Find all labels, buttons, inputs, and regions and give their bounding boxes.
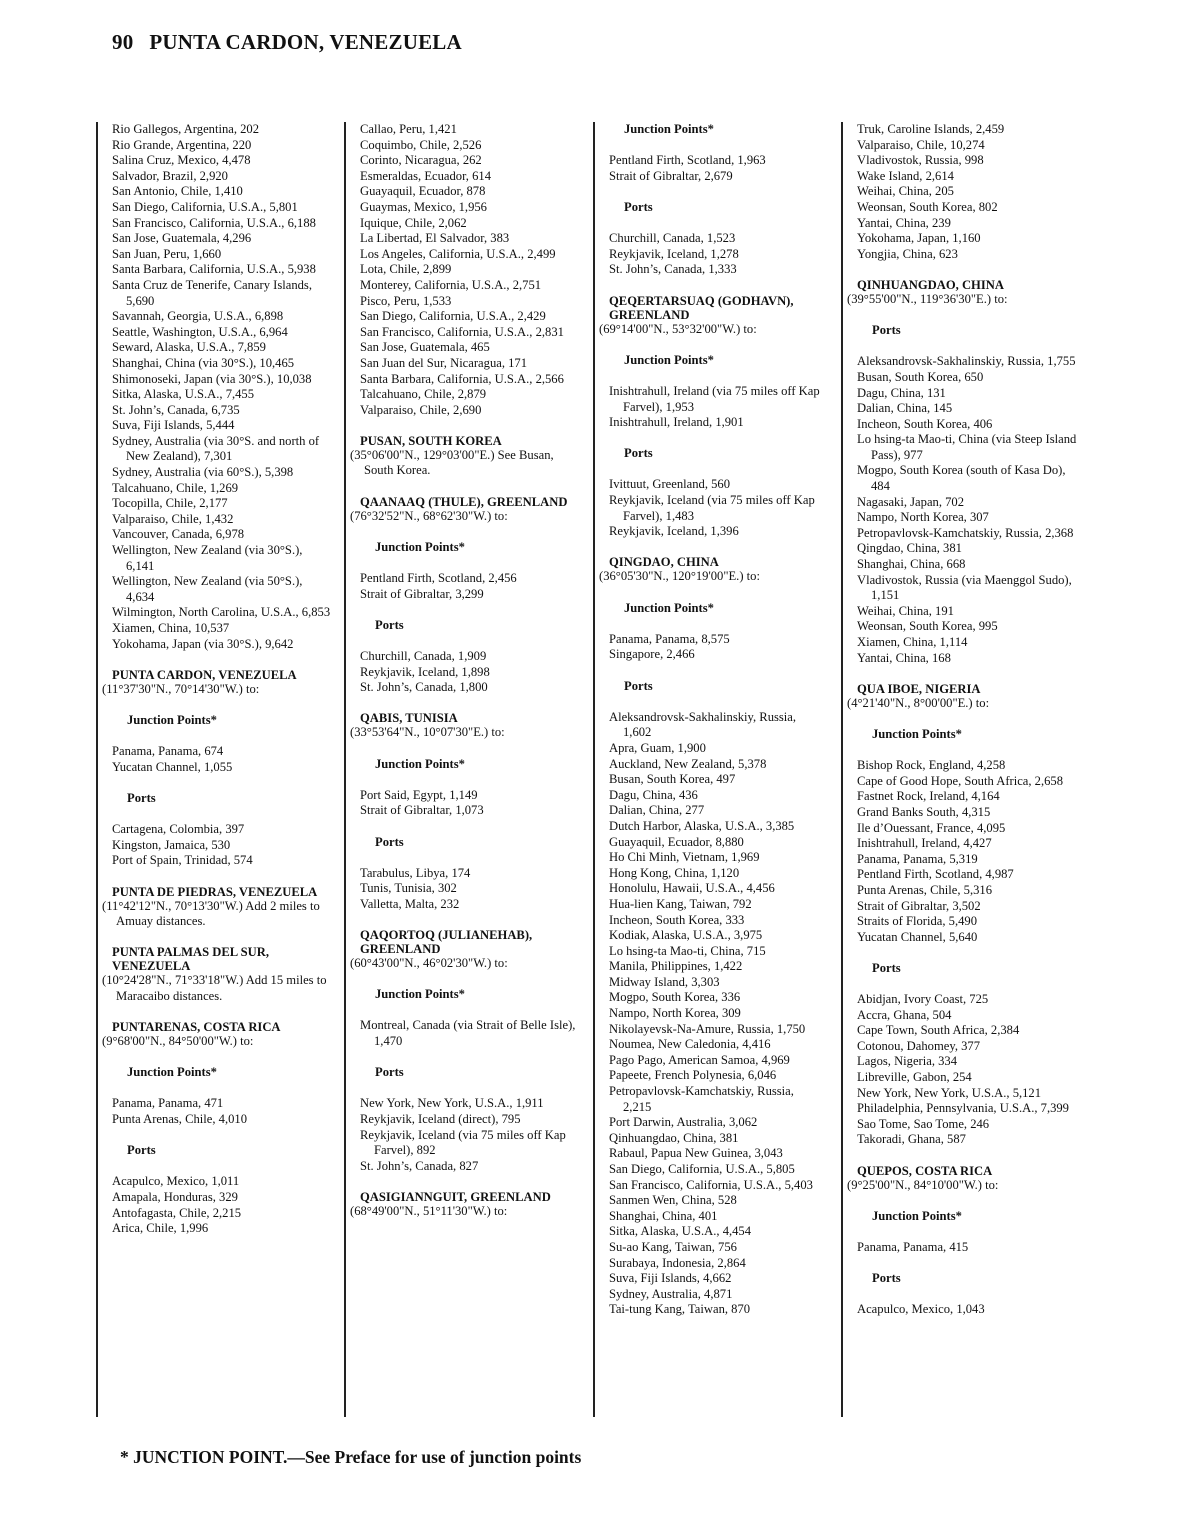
entry: Reykjavik, Iceland, 1,278 (609, 246, 739, 261)
spacer (360, 418, 582, 434)
entry: Honolulu, Hawaii, U.S.A., 4,456 (609, 881, 775, 896)
subheading: Ports (375, 834, 404, 849)
entry: San Francisco, California, U.S.A., 5,403 (609, 1177, 813, 1192)
spacer (609, 431, 825, 447)
section-heading: QAQORTOQ (JULIANEHAB), GREENLAND (360, 928, 533, 957)
entry: Seattle, Washington, U.S.A., 6,964 (112, 324, 288, 339)
entry: Inishtrahull, Ireland (via 75 miles off Kap Farvel), 1,953 (609, 383, 820, 414)
entry: Los Angeles, California, U.S.A., 2,499 (360, 246, 556, 261)
entry: Libreville, Gabon, 254 (857, 1070, 972, 1085)
entry: Inishtrahull, Ireland, 1,901 (609, 415, 744, 430)
spacer (857, 1193, 1081, 1209)
entry: Arica, Chile, 1,996 (112, 1221, 209, 1236)
entry: Port of Spain, Trinidad, 574 (112, 853, 253, 868)
entry: Cape of Good Hope, South Africa, 2,658 (857, 773, 1064, 788)
entry: Vancouver, Canada, 6,978 (112, 527, 245, 542)
entry: Esmeraldas, Ecuador, 614 (360, 168, 491, 183)
spacer (857, 711, 1081, 727)
spacer (857, 1148, 1081, 1164)
entry: Vladivostok, Russia, 998 (857, 153, 984, 168)
entry: Dalian, China, 145 (857, 401, 953, 416)
entry: San Juan, Peru, 1,660 (112, 246, 222, 261)
entry: Cartagena, Colombia, 397 (112, 822, 245, 837)
entry: Sitka, Alaska, U.S.A., 7,455 (112, 387, 255, 402)
coordinates: (35°06'00"N., 129°03'00"E.) See Busan, South Korea. (350, 447, 554, 478)
entry: Rio Gallegos, Argentina, 202 (112, 122, 260, 136)
spacer (112, 1081, 332, 1097)
entry: Iquique, Chile, 2,062 (360, 215, 467, 230)
entry: Reykjavik, Iceland, 1,898 (360, 664, 490, 679)
entry: Strait of Gibraltar, 1,073 (360, 803, 484, 818)
entry: Shanghai, China (via 30°S.), 10,465 (112, 355, 295, 370)
spacer (857, 339, 1081, 355)
spacer (857, 262, 1081, 278)
entry: Dagu, China, 131 (857, 385, 946, 400)
coordinates: (36°05'30"N., 120°19'00"E.) to: (599, 569, 760, 584)
subheading: Junction Points* (872, 726, 962, 741)
coordinates: (11°37'30"N., 70°14'30"W.) to: (102, 681, 260, 696)
entry: Su-ao Kang, Taiwan, 756 (609, 1239, 737, 1254)
entry: Yantai, China, 168 (857, 650, 951, 665)
entry: Dalian, China, 277 (609, 803, 705, 818)
entry: Inishtrahull, Ireland, 4,427 (857, 836, 992, 851)
entry: San Diego, California, U.S.A., 2,429 (360, 309, 546, 324)
entry: Strait of Gibraltar, 3,299 (360, 586, 484, 601)
entry: New York, New York, U.S.A., 1,911 (360, 1096, 544, 1111)
coordinates: (4°21'40"N., 8°00'00"E.) to: (847, 695, 990, 710)
entry: Shanghai, China, 401 (609, 1208, 718, 1223)
subheading: Junction Points* (624, 352, 714, 367)
entry: Weonsan, South Korea, 995 (857, 619, 998, 634)
entry: Shanghai, China, 668 (857, 557, 966, 572)
spacer (609, 462, 825, 478)
entry: Nikolayevsk-Na-Amure, Russia, 1,750 (609, 1021, 806, 1036)
entry: Incheon, South Korea, 333 (609, 912, 745, 927)
entry: St. John’s, Canada, 1,333 (609, 262, 737, 277)
entry: Busan, South Korea, 650 (857, 369, 984, 384)
subheading: Junction Points* (624, 600, 714, 615)
entry: Mogpo, South Korea, 336 (609, 990, 741, 1005)
entry: Pisco, Peru, 1,533 (360, 293, 452, 308)
entry: Panama, Panama, 674 (112, 744, 224, 759)
section-heading: QAANAAQ (THULE), GREENLAND (360, 494, 568, 509)
spacer (609, 337, 825, 353)
entry: Rabaul, Papua New Guinea, 3,043 (609, 1146, 783, 1161)
entry: Tunis, Tunisia, 302 (360, 881, 457, 896)
coordinates: (9°25'00"N., 84°10'00"W.) to: (847, 1177, 999, 1192)
entry: Valletta, Malta, 232 (360, 896, 460, 911)
entry: Santa Cruz de Tenerife, Canary Islands, 5,690 (112, 277, 312, 308)
entry: Petropavlovsk-Kamchatskiy, Russia, 2,368 (857, 525, 1074, 540)
entry: San Francisco, California, U.S.A., 6,188 (112, 215, 316, 230)
entry: La Libertad, El Salvador, 383 (360, 231, 510, 246)
entry: Santa Barbara, California, U.S.A., 5,938 (112, 262, 316, 277)
column-1 (96, 122, 332, 1417)
entry: Sanmen Wen, China, 528 (609, 1193, 737, 1208)
spacer (112, 1128, 332, 1144)
coordinates: (39°55'00"N., 119°36'30"E.) to: (847, 291, 1008, 306)
spacer (360, 479, 582, 495)
spacer (112, 807, 332, 823)
spacer (112, 1004, 332, 1020)
entry: Grand Banks South, 4,315 (857, 804, 991, 819)
entry: Nampo, North Korea, 309 (609, 1006, 741, 1021)
spacer (857, 743, 1081, 759)
entry: Hong Kong, China, 1,120 (609, 865, 740, 880)
entry: New York, New York, U.S.A., 5,121 (857, 1085, 1042, 1100)
entry: Tarabulus, Libya, 174 (360, 865, 471, 880)
spacer (112, 652, 332, 668)
entry: Nagasaki, Japan, 702 (857, 494, 965, 509)
entry: Accra, Ghana, 504 (857, 1007, 952, 1022)
entry: Panama, Panama, 8,575 (609, 631, 730, 646)
spacer (360, 696, 582, 712)
spacer (360, 819, 582, 835)
section-heading: QINGDAO, CHINA (609, 555, 719, 570)
entry: Acapulco, Mexico, 1,011 (112, 1174, 240, 1189)
subheading: Ports (127, 790, 156, 805)
spacer (360, 633, 582, 649)
column-2 (344, 122, 582, 1417)
section-heading: PUNTA CARDON, VENEZUELA (112, 667, 297, 682)
entry: Yucatan Channel, 1,055 (112, 759, 233, 774)
spacer (609, 663, 825, 679)
entry: Midway Island, 3,303 (609, 974, 720, 989)
entry: Lo hsing-ta Mao-ti, China (via Steep Island Pass), 977 (857, 432, 1077, 462)
section-heading: PUNTA DE PIEDRAS, VENEZUELA (112, 884, 318, 899)
entry: Straits of Florida, 5,490 (857, 914, 977, 929)
spacer (609, 184, 825, 200)
coordinates: (68°49'00"N., 51°11'30"W.) to: (350, 1204, 508, 1218)
entry: Coquimbo, Chile, 2,526 (360, 137, 482, 152)
entry: San Diego, California, U.S.A., 5,805 (609, 1162, 795, 1176)
entry: Mogpo, South Korea (south of Kasa Do), 484 (857, 463, 1066, 494)
entry: Port Darwin, Australia, 3,062 (609, 1115, 758, 1130)
coordinates: (76°32'52"N., 68°62'30"W.) to: (350, 508, 508, 523)
entry: Pentland Firth, Scotland, 1,963 (609, 153, 766, 168)
entry: Takoradi, Ghana, 587 (857, 1132, 966, 1147)
entry: Lota, Chile, 2,899 (360, 262, 452, 277)
entry: Punta Arenas, Chile, 4,010 (112, 1112, 248, 1127)
subheading: Junction Points* (127, 712, 217, 727)
entry: Yokohama, Japan, 1,160 (857, 231, 981, 246)
entry: Churchill, Canada, 1,909 (360, 649, 487, 663)
spacer (360, 972, 582, 988)
coordinates: (11°42'12"N., 70°13'30"W.) Add 2 miles to Amuay distances. (102, 898, 320, 929)
entry: Sao Tome, Sao Tome, 246 (857, 1116, 990, 1131)
entry: St. John’s, Canada, 6,735 (112, 402, 240, 417)
spacer (112, 697, 332, 713)
entry: Reykjavik, Iceland (via 75 miles off Kap Farvel), 892 (360, 1127, 566, 1158)
entry: Rio Grande, Argentina, 220 (112, 137, 252, 152)
entry: St. John’s, Canada, 827 (360, 1158, 479, 1173)
entry: Manila, Philippines, 1,422 (609, 959, 743, 974)
entry: Weihai, China, 191 (857, 603, 954, 618)
spacer (857, 976, 1081, 992)
coordinates: (10°24'28"N., 71°33'18"W.) Add 15 miles to Maracaibo distances. (102, 973, 327, 1003)
entry: Callao, Peru, 1,421 (360, 122, 457, 136)
entry: Bishop Rock, England, 4,258 (857, 758, 1006, 773)
entry: San Diego, California, U.S.A., 5,801 (112, 199, 298, 214)
entry: Panama, Panama, 415 (857, 1239, 969, 1254)
subheading: Ports (872, 1271, 901, 1286)
entry: Guayaquil, Ecuador, 878 (360, 184, 486, 199)
entry: Cape Town, South Africa, 2,384 (857, 1023, 1020, 1038)
entry: San Francisco, California, U.S.A., 2,831 (360, 324, 564, 339)
entry: Savannah, Georgia, U.S.A., 6,898 (112, 309, 284, 324)
entry: Yongjia, China, 623 (857, 246, 958, 261)
entry: Busan, South Korea, 497 (609, 772, 736, 787)
entry: Reykjavik, Iceland (direct), 795 (360, 1112, 521, 1127)
entry: Singapore, 2,466 (609, 647, 695, 662)
entry: Guaymas, Mexico, 1,956 (360, 199, 487, 214)
entry: Sitka, Alaska, U.S.A., 4,454 (609, 1224, 752, 1239)
entry: Valparaiso, Chile, 2,690 (360, 402, 482, 417)
entry: Apra, Guam, 1,900 (609, 740, 706, 755)
entry: Reykjavik, Iceland, 1,396 (609, 524, 739, 539)
entry: Qingdao, China, 381 (857, 541, 962, 556)
entry: Vladivostok, Russia (via Maenggol Sudo), 1,151 (857, 572, 1072, 603)
spacer (609, 694, 825, 710)
spacer (609, 216, 825, 232)
entry: Auckland, New Zealand, 5,378 (609, 756, 767, 771)
entry: Yokohama, Japan (via 30°S.), 9,642 (112, 636, 294, 651)
spacer (857, 1224, 1081, 1240)
entry: Incheon, South Korea, 406 (857, 416, 993, 431)
entry: Truk, Caroline Islands, 2,459 (857, 122, 1005, 136)
subheading: Ports (127, 1143, 156, 1158)
entry: Acapulco, Mexico, 1,043 (857, 1302, 985, 1317)
spacer (360, 1174, 582, 1190)
entry: Talcahuano, Chile, 1,269 (112, 480, 239, 495)
entry: Reykjavik, Iceland (via 75 miles off Kap Farvel), 1,483 (609, 493, 815, 523)
entry: Dutch Harbor, Alaska, U.S.A., 3,385 (609, 818, 795, 833)
entry: Weihai, China, 205 (857, 184, 954, 199)
spacer (112, 1159, 332, 1175)
entry: Valparaiso, Chile, 1,432 (112, 511, 234, 526)
entry: Valparaiso, Chile, 10,274 (857, 137, 985, 152)
page-title: PUNTA CARDON, VENEZUELA (149, 30, 462, 54)
section-heading: QEQERTARSUAQ (GODHAVN), GREENLAND (609, 293, 794, 322)
entry: Yantai, China, 239 (857, 215, 951, 230)
entry: Lagos, Nigeria, 334 (857, 1054, 958, 1069)
spacer (360, 524, 582, 540)
subheading: Ports (624, 446, 653, 461)
entry: San Juan del Sur, Nicaragua, 171 (360, 355, 528, 370)
entry: Ivittuut, Greenland, 560 (609, 477, 731, 492)
entry: Noumea, New Caledonia, 4,416 (609, 1037, 771, 1052)
subheading: Ports (375, 1065, 404, 1080)
subheading: Junction Points* (375, 756, 465, 771)
page-header (112, 30, 462, 55)
entry: Sydney, Australia (via 30°S. and north of New Zealand), 7,301 (112, 433, 320, 464)
page-number: 90 (112, 30, 134, 54)
spacer (609, 585, 825, 601)
entry: Wake Island, 2,614 (857, 168, 954, 183)
entry: Lo hsing-ta Mao-ti, China, 715 (609, 943, 766, 958)
spacer (360, 850, 582, 866)
spacer (609, 616, 825, 632)
spacer (112, 869, 332, 885)
spacer (360, 555, 582, 571)
column-3 (593, 122, 825, 1417)
entry: Monterey, California, U.S.A., 2,751 (360, 277, 542, 292)
entry: Qinhuangdao, China, 381 (609, 1130, 739, 1145)
coordinates: (60°43'00"N., 46°02'30"W.) to: (350, 956, 508, 971)
spacer (609, 368, 825, 384)
spacer (360, 1081, 582, 1097)
entry: Abidjan, Ivory Coast, 725 (857, 992, 989, 1007)
section-heading: QINHUANGDAO, CHINA (857, 277, 1004, 292)
entry: Suva, Fiji Islands, 5,444 (112, 418, 235, 433)
section-heading: PUNTA PALMAS DEL SUR, VENEZUELA (112, 945, 269, 974)
entry: Nampo, North Korea, 307 (857, 510, 989, 525)
entry: Yucatan Channel, 5,640 (857, 929, 978, 944)
section-heading: QUEPOS, COSTA RICA (857, 1163, 993, 1178)
entry: Surabaya, Indonesia, 2,864 (609, 1255, 746, 1270)
entry: Sydney, Australia (via 60°S.), 5,398 (112, 465, 294, 480)
section-heading: QASIGIANNGUIT, GREENLAND (360, 1190, 551, 1204)
entry: Aleksandrovsk-Sakhalinskiy, Russia, 1,755 (857, 354, 1076, 369)
subheading: Junction Points* (872, 1208, 962, 1223)
spacer (360, 602, 582, 618)
entry: Weonsan, South Korea, 802 (857, 199, 998, 214)
entry: Port Said, Egypt, 1,149 (360, 787, 478, 802)
entry: Pentland Firth, Scotland, 4,987 (857, 867, 1014, 882)
section-heading: PUNTARENAS, COSTA RICA (112, 1020, 281, 1035)
subheading: Junction Points* (127, 1065, 217, 1080)
section-heading: PUSAN, SOUTH KOREA (360, 433, 502, 448)
column-4 (841, 122, 1081, 1417)
entry: Dagu, China, 436 (609, 787, 698, 802)
entry: Churchill, Canada, 1,523 (609, 231, 736, 246)
subheading: Ports (624, 199, 653, 214)
entry: Tocopilla, Chile, 2,177 (112, 496, 228, 511)
entry: Cotonou, Dahomey, 377 (857, 1038, 981, 1053)
entry: Pentland Firth, Scotland, 2,456 (360, 571, 517, 586)
spacer (112, 775, 332, 791)
entry: San Antonio, Chile, 1,410 (112, 184, 243, 199)
entry: San Jose, Guatemala, 4,296 (112, 231, 252, 246)
coordinates: (9°68'00"N., 84°50'00"W.) to: (102, 1034, 254, 1049)
entry: Amapala, Honduras, 329 (112, 1190, 238, 1204)
section-heading: QABIS, TUNISIA (360, 711, 458, 726)
spacer (609, 138, 825, 154)
spacer (112, 729, 332, 745)
entry: Panama, Panama, 5,319 (857, 851, 978, 866)
entry: Tai-tung Kang, Taiwan, 870 (609, 1302, 751, 1317)
entry: Salina Cruz, Mexico, 4,478 (112, 153, 251, 168)
subheading: Junction Points* (375, 539, 465, 554)
entry: Talcahuano, Chile, 2,879 (360, 387, 487, 402)
entry: Guayaquil, Ecuador, 8,880 (609, 834, 744, 849)
entry: Wilmington, North Carolina, U.S.A., 6,853 (112, 605, 331, 620)
spacer (857, 1256, 1081, 1272)
entry: Strait of Gibraltar, 2,679 (609, 168, 733, 183)
entry: Wellington, New Zealand (via 50°S.), 4,634 (112, 574, 303, 604)
subheading: Ports (624, 678, 653, 693)
entry: Antofagasta, Chile, 2,215 (112, 1205, 242, 1220)
spacer (112, 1050, 332, 1066)
entry: Pago Pago, American Samoa, 4,969 (609, 1052, 790, 1067)
spacer (609, 278, 825, 294)
entry: Punta Arenas, Chile, 5,316 (857, 882, 993, 897)
spacer (857, 666, 1081, 682)
entry: Seward, Alaska, U.S.A., 7,859 (112, 340, 266, 355)
spacer (857, 308, 1081, 324)
footnote: * JUNCTION POINT.—See Preface for use of junction points (120, 1447, 582, 1467)
spacer (360, 772, 582, 788)
entry: Xiamen, China, 1,114 (857, 635, 968, 649)
entry: Montreal, Canada (via Strait of Belle Isle), 1,470 (360, 1018, 576, 1049)
entry: Philadelphia, Pennsylvania, U.S.A., 7,399 (857, 1101, 1069, 1116)
entry: Shimonoseki, Japan (via 30°S.), 10,038 (112, 371, 312, 386)
spacer (857, 945, 1081, 961)
spacer (112, 930, 332, 946)
entry: St. John’s, Canada, 1,800 (360, 680, 488, 695)
entry: Sydney, Australia, 4,871 (609, 1286, 733, 1301)
entry: Fastnet Rock, Ireland, 4,164 (857, 789, 1000, 804)
entry: Suva, Fiji Islands, 4,662 (609, 1271, 732, 1286)
entry: Corinto, Nicaragua, 262 (360, 153, 482, 168)
spacer (360, 1050, 582, 1066)
entry: Panama, Panama, 471 (112, 1096, 224, 1111)
spacer (857, 1287, 1081, 1303)
entry: Hua-lien Kang, Taiwan, 792 (609, 896, 752, 911)
spacer (360, 741, 582, 757)
coordinates: (69°14'00"N., 53°32'00"W.) to: (599, 321, 757, 336)
section-heading: QUA IBOE, NIGERIA (857, 681, 981, 696)
entry: Xiamen, China, 10,537 (112, 621, 230, 635)
coordinates: (33°53'64"N., 10°07'30"E.) to: (350, 725, 505, 740)
entry: Kodiak, Alaska, U.S.A., 3,975 (609, 928, 763, 943)
entry: San Jose, Guatemala, 465 (360, 340, 490, 355)
entry: Wellington, New Zealand (via 30°S.), 6,141 (112, 543, 303, 573)
entry: Papeete, French Polynesia, 6,046 (609, 1068, 777, 1083)
subheading: Ports (872, 960, 901, 975)
entry: Santa Barbara, California, U.S.A., 2,566 (360, 371, 564, 386)
entry: Petropavlovsk-Kamchatskiy, Russia, 2,215 (609, 1084, 794, 1114)
spacer (609, 540, 825, 556)
entry: Ho Chi Minh, Vietnam, 1,969 (609, 850, 760, 865)
entry: Salvador, Brazil, 2,920 (112, 168, 228, 183)
subheading: Junction Points* (375, 987, 465, 1002)
subheading: Ports (375, 617, 404, 632)
spacer (360, 913, 582, 929)
entry: Strait of Gibraltar, 3,502 (857, 898, 981, 913)
spacer (360, 1003, 582, 1019)
subheading: Junction Points* (624, 122, 714, 136)
entry: Aleksandrovsk-Sakhalinskiy, Russia, 1,602 (609, 709, 797, 740)
subheading: Ports (872, 323, 901, 338)
entry: Ile d’Ouessant, France, 4,095 (857, 820, 1006, 835)
entry: Kingston, Jamaica, 530 (112, 837, 231, 852)
